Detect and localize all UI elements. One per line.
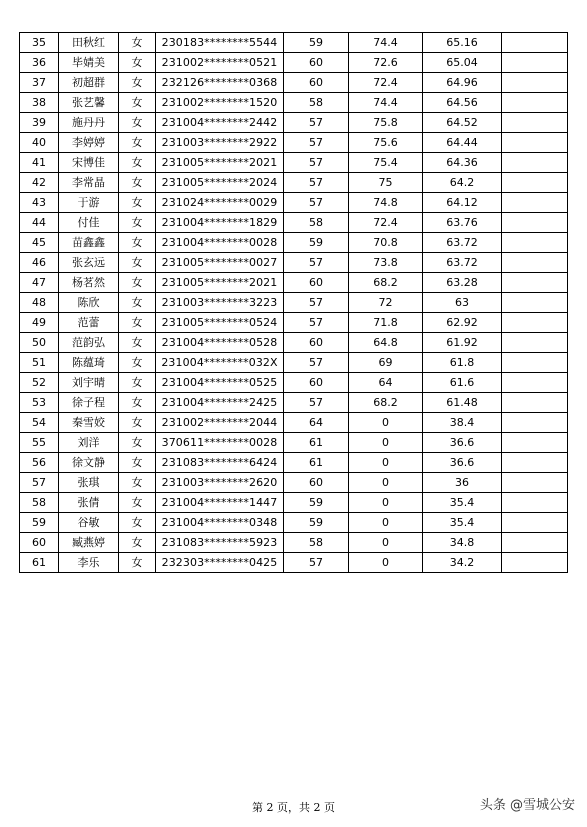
row-number: 40 xyxy=(20,133,59,153)
name-cell: 刘宇晴 xyxy=(59,373,119,393)
id-number-cell: 230183********5544 xyxy=(156,33,284,53)
total-score-cell: 63.28 xyxy=(423,273,502,293)
row-number: 45 xyxy=(20,233,59,253)
id-number-cell: 231003********3223 xyxy=(156,293,284,313)
score-cell: 69 xyxy=(349,353,423,373)
gender-cell: 女 xyxy=(119,213,156,233)
score-cell: 71.8 xyxy=(349,313,423,333)
table-row xyxy=(20,293,568,313)
id-number-cell: 231004********1447 xyxy=(156,493,284,513)
row-number: 59 xyxy=(20,513,59,533)
table-row xyxy=(20,473,568,493)
score-cell: 75.4 xyxy=(349,153,423,173)
id-number-cell: 231004********032X xyxy=(156,353,284,373)
score-cell: 74.4 xyxy=(349,33,423,53)
total-score-cell: 63.72 xyxy=(423,253,502,273)
name-cell: 于游 xyxy=(59,193,119,213)
age-cell: 60 xyxy=(284,473,349,493)
gender-cell: 女 xyxy=(119,73,156,93)
row-number: 52 xyxy=(20,373,59,393)
id-number-cell: 231004********0525 xyxy=(156,373,284,393)
remark-cell xyxy=(502,173,568,193)
age-cell: 61 xyxy=(284,433,349,453)
row-number: 35 xyxy=(20,33,59,53)
total-score-cell: 34.2 xyxy=(423,553,502,573)
name-cell: 秦雪姣 xyxy=(59,413,119,433)
gender-cell: 女 xyxy=(119,313,156,333)
id-number-cell: 231003********2922 xyxy=(156,133,284,153)
table-row xyxy=(20,493,568,513)
table-row xyxy=(20,333,568,353)
remark-cell xyxy=(502,233,568,253)
age-cell: 57 xyxy=(284,113,349,133)
table-row xyxy=(20,513,568,533)
total-score-cell: 64.96 xyxy=(423,73,502,93)
remark-cell xyxy=(502,293,568,313)
gender-cell: 女 xyxy=(119,153,156,173)
gender-cell: 女 xyxy=(119,133,156,153)
total-score-cell: 35.4 xyxy=(423,493,502,513)
table-row xyxy=(20,393,568,413)
remark-cell xyxy=(502,93,568,113)
id-number-cell: 231004********1829 xyxy=(156,213,284,233)
gender-cell: 女 xyxy=(119,413,156,433)
row-number: 50 xyxy=(20,333,59,353)
name-cell: 范蕾 xyxy=(59,313,119,333)
table-row xyxy=(20,533,568,553)
name-cell: 张琪 xyxy=(59,473,119,493)
id-number-cell: 231005********0027 xyxy=(156,253,284,273)
remark-cell xyxy=(502,73,568,93)
table-row xyxy=(20,453,568,473)
age-cell: 58 xyxy=(284,213,349,233)
score-cell: 0 xyxy=(349,553,423,573)
name-cell: 李婷婷 xyxy=(59,133,119,153)
row-number: 41 xyxy=(20,153,59,173)
name-cell: 李常晶 xyxy=(59,173,119,193)
age-cell: 60 xyxy=(284,373,349,393)
age-cell: 57 xyxy=(284,153,349,173)
page-number: 第 2 页，共 2 页 xyxy=(252,801,335,814)
gender-cell: 女 xyxy=(119,193,156,213)
name-cell: 杨茗然 xyxy=(59,273,119,293)
id-number-cell: 232126********0368 xyxy=(156,73,284,93)
name-cell: 范韵弘 xyxy=(59,333,119,353)
age-cell: 58 xyxy=(284,533,349,553)
table-row xyxy=(20,133,568,153)
name-cell: 宋博佳 xyxy=(59,153,119,173)
remark-cell xyxy=(502,453,568,473)
gender-cell: 女 xyxy=(119,393,156,413)
row-number: 48 xyxy=(20,293,59,313)
age-cell: 60 xyxy=(284,53,349,73)
gender-cell: 女 xyxy=(119,33,156,53)
row-number: 47 xyxy=(20,273,59,293)
name-cell: 施丹丹 xyxy=(59,113,119,133)
gender-cell: 女 xyxy=(119,533,156,553)
remark-cell xyxy=(502,273,568,293)
row-number: 61 xyxy=(20,553,59,573)
total-score-cell: 64.12 xyxy=(423,193,502,213)
remark-cell xyxy=(502,433,568,453)
table-row xyxy=(20,73,568,93)
age-cell: 61 xyxy=(284,453,349,473)
id-number-cell: 231002********0521 xyxy=(156,53,284,73)
row-number: 43 xyxy=(20,193,59,213)
score-cell: 68.2 xyxy=(349,273,423,293)
age-cell: 58 xyxy=(284,93,349,113)
score-cell: 70.8 xyxy=(349,233,423,253)
row-number: 46 xyxy=(20,253,59,273)
row-number: 60 xyxy=(20,533,59,553)
table-row xyxy=(20,433,568,453)
gender-cell: 女 xyxy=(119,553,156,573)
name-cell: 毕婧美 xyxy=(59,53,119,73)
row-number: 44 xyxy=(20,213,59,233)
id-number-cell: 231004********2425 xyxy=(156,393,284,413)
total-score-cell: 34.8 xyxy=(423,533,502,553)
total-score-cell: 61.8 xyxy=(423,353,502,373)
total-score-cell: 36.6 xyxy=(423,433,502,453)
id-number-cell: 231004********0528 xyxy=(156,333,284,353)
table-row xyxy=(20,253,568,273)
total-score-cell: 36.6 xyxy=(423,453,502,473)
row-number: 58 xyxy=(20,493,59,513)
gender-cell: 女 xyxy=(119,353,156,373)
remark-cell xyxy=(502,153,568,173)
gender-cell: 女 xyxy=(119,453,156,473)
name-cell: 徐子程 xyxy=(59,393,119,413)
table-row xyxy=(20,373,568,393)
total-score-cell: 64.2 xyxy=(423,173,502,193)
score-cell: 0 xyxy=(349,493,423,513)
name-cell: 陈欣 xyxy=(59,293,119,313)
remark-cell xyxy=(502,353,568,373)
age-cell: 60 xyxy=(284,73,349,93)
name-cell: 张倩 xyxy=(59,493,119,513)
id-number-cell: 231083********6424 xyxy=(156,453,284,473)
score-cell: 0 xyxy=(349,453,423,473)
id-number-cell: 231004********0028 xyxy=(156,233,284,253)
remark-cell xyxy=(502,213,568,233)
remark-cell xyxy=(502,533,568,553)
remark-cell xyxy=(502,393,568,413)
table-row xyxy=(20,93,568,113)
score-cell: 0 xyxy=(349,513,423,533)
row-number: 42 xyxy=(20,173,59,193)
gender-cell: 女 xyxy=(119,173,156,193)
table-row xyxy=(20,273,568,293)
gender-cell: 女 xyxy=(119,373,156,393)
age-cell: 57 xyxy=(284,353,349,373)
id-number-cell: 231004********2442 xyxy=(156,113,284,133)
table-row xyxy=(20,53,568,73)
gender-cell: 女 xyxy=(119,493,156,513)
name-cell: 谷敏 xyxy=(59,513,119,533)
score-cell: 72.4 xyxy=(349,73,423,93)
name-cell: 张玄远 xyxy=(59,253,119,273)
name-cell: 付佳 xyxy=(59,213,119,233)
gender-cell: 女 xyxy=(119,233,156,253)
age-cell: 57 xyxy=(284,553,349,573)
gender-cell: 女 xyxy=(119,253,156,273)
total-score-cell: 64.56 xyxy=(423,93,502,113)
age-cell: 60 xyxy=(284,333,349,353)
name-cell: 苗鑫鑫 xyxy=(59,233,119,253)
score-cell: 0 xyxy=(349,433,423,453)
score-cell: 75.6 xyxy=(349,133,423,153)
score-cell: 64.8 xyxy=(349,333,423,353)
remark-cell xyxy=(502,193,568,213)
remark-cell xyxy=(502,373,568,393)
table-row xyxy=(20,553,568,573)
gender-cell: 女 xyxy=(119,433,156,453)
age-cell: 64 xyxy=(284,413,349,433)
total-score-cell: 61.92 xyxy=(423,333,502,353)
age-cell: 60 xyxy=(284,273,349,293)
row-number: 39 xyxy=(20,113,59,133)
score-cell: 72.4 xyxy=(349,213,423,233)
gender-cell: 女 xyxy=(119,473,156,493)
score-cell: 75.8 xyxy=(349,113,423,133)
table-body xyxy=(20,33,568,573)
total-score-cell: 62.92 xyxy=(423,313,502,333)
remark-cell xyxy=(502,253,568,273)
id-number-cell: 231005********0524 xyxy=(156,313,284,333)
total-score-cell: 61.48 xyxy=(423,393,502,413)
score-cell: 72 xyxy=(349,293,423,313)
name-cell: 刘洋 xyxy=(59,433,119,453)
id-number-cell: 231005********2024 xyxy=(156,173,284,193)
row-number: 38 xyxy=(20,93,59,113)
age-cell: 57 xyxy=(284,173,349,193)
total-score-cell: 61.6 xyxy=(423,373,502,393)
row-number: 55 xyxy=(20,433,59,453)
gender-cell: 女 xyxy=(119,333,156,353)
remark-cell xyxy=(502,313,568,333)
gender-cell: 女 xyxy=(119,293,156,313)
id-number-cell: 231003********2620 xyxy=(156,473,284,493)
name-cell: 李乐 xyxy=(59,553,119,573)
table-row xyxy=(20,313,568,333)
total-score-cell: 64.44 xyxy=(423,133,502,153)
name-cell: 初超群 xyxy=(59,73,119,93)
remark-cell xyxy=(502,33,568,53)
age-cell: 57 xyxy=(284,393,349,413)
table-row xyxy=(20,353,568,373)
gender-cell: 女 xyxy=(119,273,156,293)
age-cell: 57 xyxy=(284,313,349,333)
remark-cell xyxy=(502,53,568,73)
score-cell: 74.4 xyxy=(349,93,423,113)
age-cell: 57 xyxy=(284,293,349,313)
row-number: 51 xyxy=(20,353,59,373)
id-number-cell: 370611********0028 xyxy=(156,433,284,453)
id-number-cell: 231005********2021 xyxy=(156,153,284,173)
score-cell: 75 xyxy=(349,173,423,193)
age-cell: 57 xyxy=(284,253,349,273)
table-row xyxy=(20,173,568,193)
table-row xyxy=(20,113,568,133)
score-cell: 74.8 xyxy=(349,193,423,213)
total-score-cell: 36 xyxy=(423,473,502,493)
remark-cell xyxy=(502,413,568,433)
remark-cell xyxy=(502,113,568,133)
total-score-cell: 65.16 xyxy=(423,33,502,53)
total-score-cell: 65.04 xyxy=(423,53,502,73)
total-score-cell: 38.4 xyxy=(423,413,502,433)
table-row xyxy=(20,213,568,233)
gender-cell: 女 xyxy=(119,113,156,133)
row-number: 54 xyxy=(20,413,59,433)
remark-cell xyxy=(502,553,568,573)
id-number-cell: 231002********1520 xyxy=(156,93,284,113)
row-number: 56 xyxy=(20,453,59,473)
score-cell: 0 xyxy=(349,473,423,493)
row-number: 36 xyxy=(20,53,59,73)
watermark: 头条 @雪城公安 xyxy=(479,798,575,813)
name-cell: 徐文静 xyxy=(59,453,119,473)
table-row xyxy=(20,153,568,173)
id-number-cell: 231083********5923 xyxy=(156,533,284,553)
results-table xyxy=(19,32,568,573)
name-cell: 臧燕婷 xyxy=(59,533,119,553)
remark-cell xyxy=(502,513,568,533)
gender-cell: 女 xyxy=(119,53,156,73)
row-number: 37 xyxy=(20,73,59,93)
total-score-cell: 64.36 xyxy=(423,153,502,173)
age-cell: 59 xyxy=(284,33,349,53)
id-number-cell: 231024********0029 xyxy=(156,193,284,213)
score-cell: 68.2 xyxy=(349,393,423,413)
score-cell: 73.8 xyxy=(349,253,423,273)
table-row xyxy=(20,413,568,433)
score-cell: 64 xyxy=(349,373,423,393)
total-score-cell: 63 xyxy=(423,293,502,313)
name-cell: 田秋红 xyxy=(59,33,119,53)
gender-cell: 女 xyxy=(119,513,156,533)
table-row xyxy=(20,233,568,253)
age-cell: 57 xyxy=(284,133,349,153)
table-row xyxy=(20,33,568,53)
row-number: 57 xyxy=(20,473,59,493)
age-cell: 57 xyxy=(284,193,349,213)
score-cell: 0 xyxy=(349,413,423,433)
remark-cell xyxy=(502,333,568,353)
total-score-cell: 63.76 xyxy=(423,213,502,233)
name-cell: 张艺馨 xyxy=(59,93,119,113)
remark-cell xyxy=(502,493,568,513)
row-number: 49 xyxy=(20,313,59,333)
score-cell: 0 xyxy=(349,533,423,553)
total-score-cell: 63.72 xyxy=(423,233,502,253)
id-number-cell: 232303********0425 xyxy=(156,553,284,573)
age-cell: 59 xyxy=(284,513,349,533)
total-score-cell: 35.4 xyxy=(423,513,502,533)
id-number-cell: 231004********0348 xyxy=(156,513,284,533)
total-score-cell: 64.52 xyxy=(423,113,502,133)
id-number-cell: 231002********2044 xyxy=(156,413,284,433)
age-cell: 59 xyxy=(284,233,349,253)
name-cell: 陈蕴琦 xyxy=(59,353,119,373)
table-row xyxy=(20,193,568,213)
remark-cell xyxy=(502,133,568,153)
gender-cell: 女 xyxy=(119,93,156,113)
row-number: 53 xyxy=(20,393,59,413)
age-cell: 59 xyxy=(284,493,349,513)
id-number-cell: 231005********2021 xyxy=(156,273,284,293)
score-cell: 72.6 xyxy=(349,53,423,73)
remark-cell xyxy=(502,473,568,493)
